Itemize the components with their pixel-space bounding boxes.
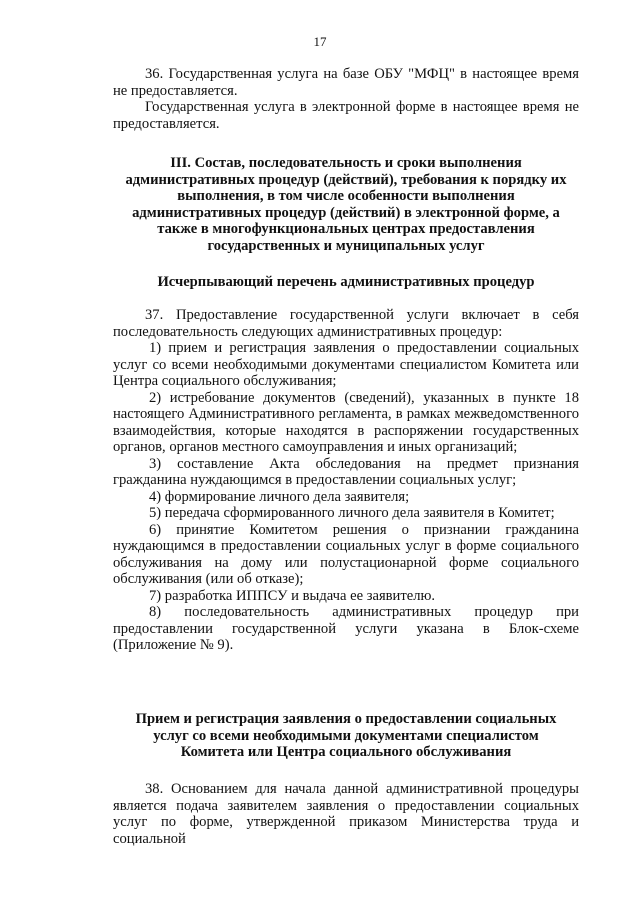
procedure-item-1: 1) прием и регистрация заявления о предоставлении социальных услуг со всеми необходимыми документами специалистом Комитета или Центра социального обслуживания; [113, 340, 579, 389]
procedure-item-2: 2) истребование документов (сведений), указанных в пункте 18 настоящего Административного регламента, в рамках межведомственного взаимодействия, которые находятся в распоряжении государственных органов, органов местного самоуправления и иных организаций; [113, 389, 579, 455]
procedure-item-8: 8) последовательность административных процедур при предоставлении государственной услуги указана в Блок-схеме (Приложение № 9). [113, 604, 579, 653]
procedures-subheading: Исчерпывающий перечень административных процедур [157, 274, 535, 290]
page-number: 17 [313, 34, 327, 49]
procedure-item-5: 5) передача сформированного личного дела заявителя в Комитет; [149, 505, 555, 521]
procedure-item-4: 4) формирование личного дела заявителя; [149, 488, 410, 505]
paragraph-38-block [113, 781, 579, 847]
paragraph-36-electronic: Государственная услуга в электронной форме в настоящее время не предоставляется. [113, 99, 579, 132]
intro-block [113, 66, 579, 132]
procedure-item-6: 6) принятие Комитетом решения о признании гражданина нуждающимся в предоставлении социальных услуг в форме социального обслуживания на дому или полустационарной форме социального обслуживания (или об отказе); [113, 521, 579, 587]
section-3-heading: III. Состав, последовательность и сроки выполнения административных процедур (действий), требования к порядку их выполнения, в том числе особенности выполнения административных процедур (действий) в электронной форме, а также в многофункциональных центрах предоставления государственных и муниципальных услуг [125, 155, 567, 254]
paragraph-38: 38. Основанием для начала данной административной процедуры является подача заявителем заявления о предоставлении социальных услуг по форме, утвержденной приказом Министерства труда и социальной [113, 781, 579, 847]
paragraph-37: 37. Предоставление государственной услуги включает в себя последовательность следующих административных процедур: [113, 307, 579, 340]
section-3-heading-block [113, 155, 579, 254]
procedures-subheading-block [113, 274, 579, 291]
reception-heading: Прием и регистрация заявления о предоставлении социальных услуг со всеми необходимыми документами специалистом Комитета или Центра социального обслуживания [135, 711, 557, 760]
procedures-list-block [113, 307, 579, 654]
paragraph-36: 36. Государственная услуга на базе ОБУ "МФЦ" в настоящее время не предоставляется. [113, 66, 579, 99]
procedure-item-3: 3) составление Акта обследования на предмет признания гражданина нуждающимся в предоставлении социальных услуг; [113, 455, 579, 488]
procedure-item-7: 7) разработка ИППСУ и выдача ее заявителю. [149, 587, 436, 604]
reception-heading-block [113, 711, 579, 761]
